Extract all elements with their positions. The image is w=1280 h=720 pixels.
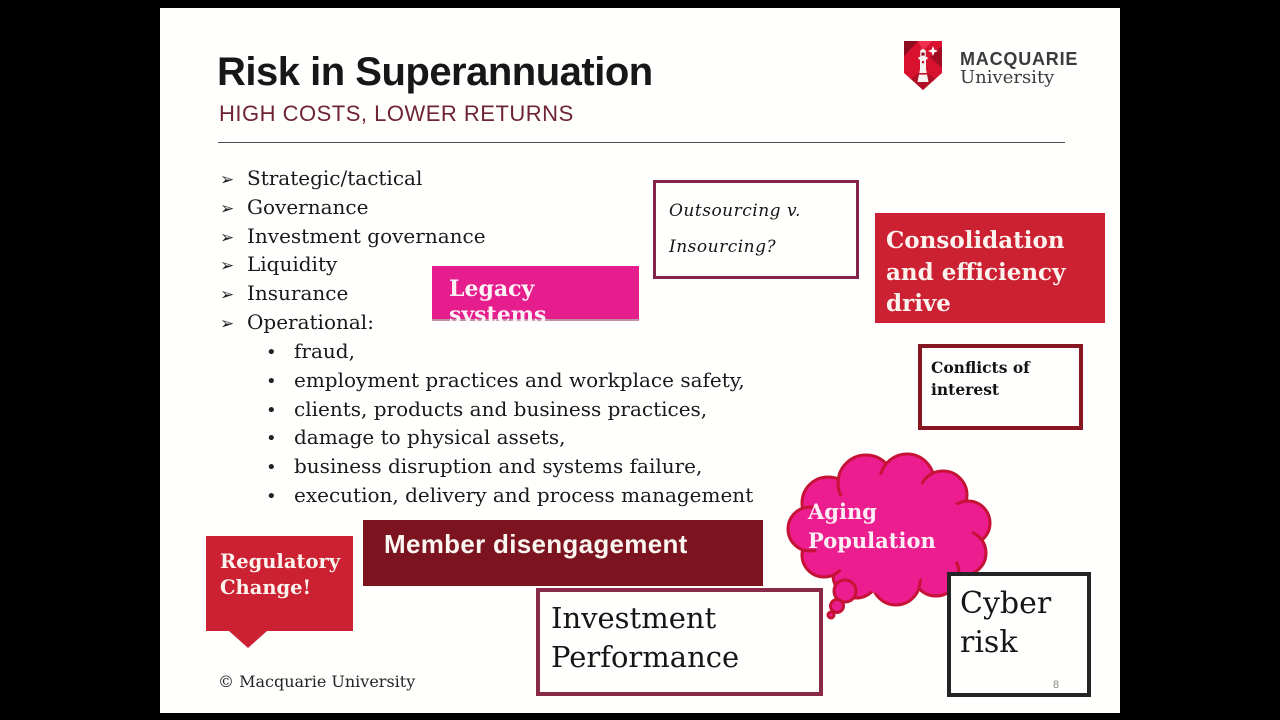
list-item: ➢ Operational: xyxy=(220,308,486,337)
dot-bullet-icon: • xyxy=(266,428,277,450)
slide xyxy=(160,8,1120,713)
callout-regulatory-change: Regulatory Change! xyxy=(206,536,353,631)
list-item: ➢ Liquidity xyxy=(220,250,486,279)
list-item: • execution, delivery and process management xyxy=(266,481,753,510)
logo-wordmark: MACQUARIE xyxy=(960,49,1079,69)
callout-outsourcing: Outsourcing v. Insourcing? xyxy=(653,180,859,279)
macquarie-logo xyxy=(902,40,1078,92)
callout-consolidation: Consolidation and efficiency drive xyxy=(875,213,1105,323)
list-item: ➢ Investment governance xyxy=(220,222,486,251)
list-item: ➢ Strategic/tactical xyxy=(220,164,486,193)
list-item: • clients, products and business practices, xyxy=(266,395,753,424)
slide-subtitle: HIGH COSTS, LOWER RETURNS xyxy=(219,101,574,126)
copyright-footer: © Macquarie University xyxy=(218,672,416,691)
list-item: ➢ Governance xyxy=(220,193,486,222)
callout-legacy-systems: Legacy systems xyxy=(432,266,639,319)
dot-bullet-icon: • xyxy=(266,457,277,479)
dot-bullet-icon: • xyxy=(266,399,277,421)
callout-cyber-risk: Cyber risk xyxy=(947,572,1091,697)
slide-number: 8 xyxy=(1053,679,1060,691)
operational-sub-list xyxy=(266,337,753,510)
arrow-bullet-icon: ➢ xyxy=(220,256,235,277)
list-item: • fraud, xyxy=(266,337,753,366)
page-title: Risk in Superannuation xyxy=(217,50,653,94)
arrow-bullet-icon: ➢ xyxy=(220,227,235,248)
arrow-bullet-icon: ➢ xyxy=(220,170,235,190)
callout-conflicts-of-interest: Conflicts of interest xyxy=(918,344,1083,430)
arrow-bullet-icon: ➢ xyxy=(220,285,235,306)
dot-bullet-icon: • xyxy=(266,342,277,363)
dot-bullet-icon: • xyxy=(266,485,277,507)
callout-pointer-icon xyxy=(229,631,267,648)
list-item: • damage to physical assets, xyxy=(266,423,753,452)
list-item: ➢ Insurance xyxy=(220,279,486,308)
macquarie-shield-icon xyxy=(902,40,944,92)
dot-bullet-icon: • xyxy=(266,370,277,392)
list-item: • business disruption and systems failure, xyxy=(266,452,753,481)
logo-wordmark-sub: University xyxy=(960,66,1055,88)
callout-aging-population: Aging Population xyxy=(780,445,992,620)
callout-member-disengagement: Member disengagement xyxy=(363,520,763,586)
arrow-bullet-icon: ➢ xyxy=(220,198,235,219)
header-divider xyxy=(218,142,1065,143)
list-item: • employment practices and workplace safety, xyxy=(266,366,753,395)
arrow-bullet-icon: ➢ xyxy=(220,313,235,334)
callout-investment-performance: Investment Performance xyxy=(536,588,823,696)
